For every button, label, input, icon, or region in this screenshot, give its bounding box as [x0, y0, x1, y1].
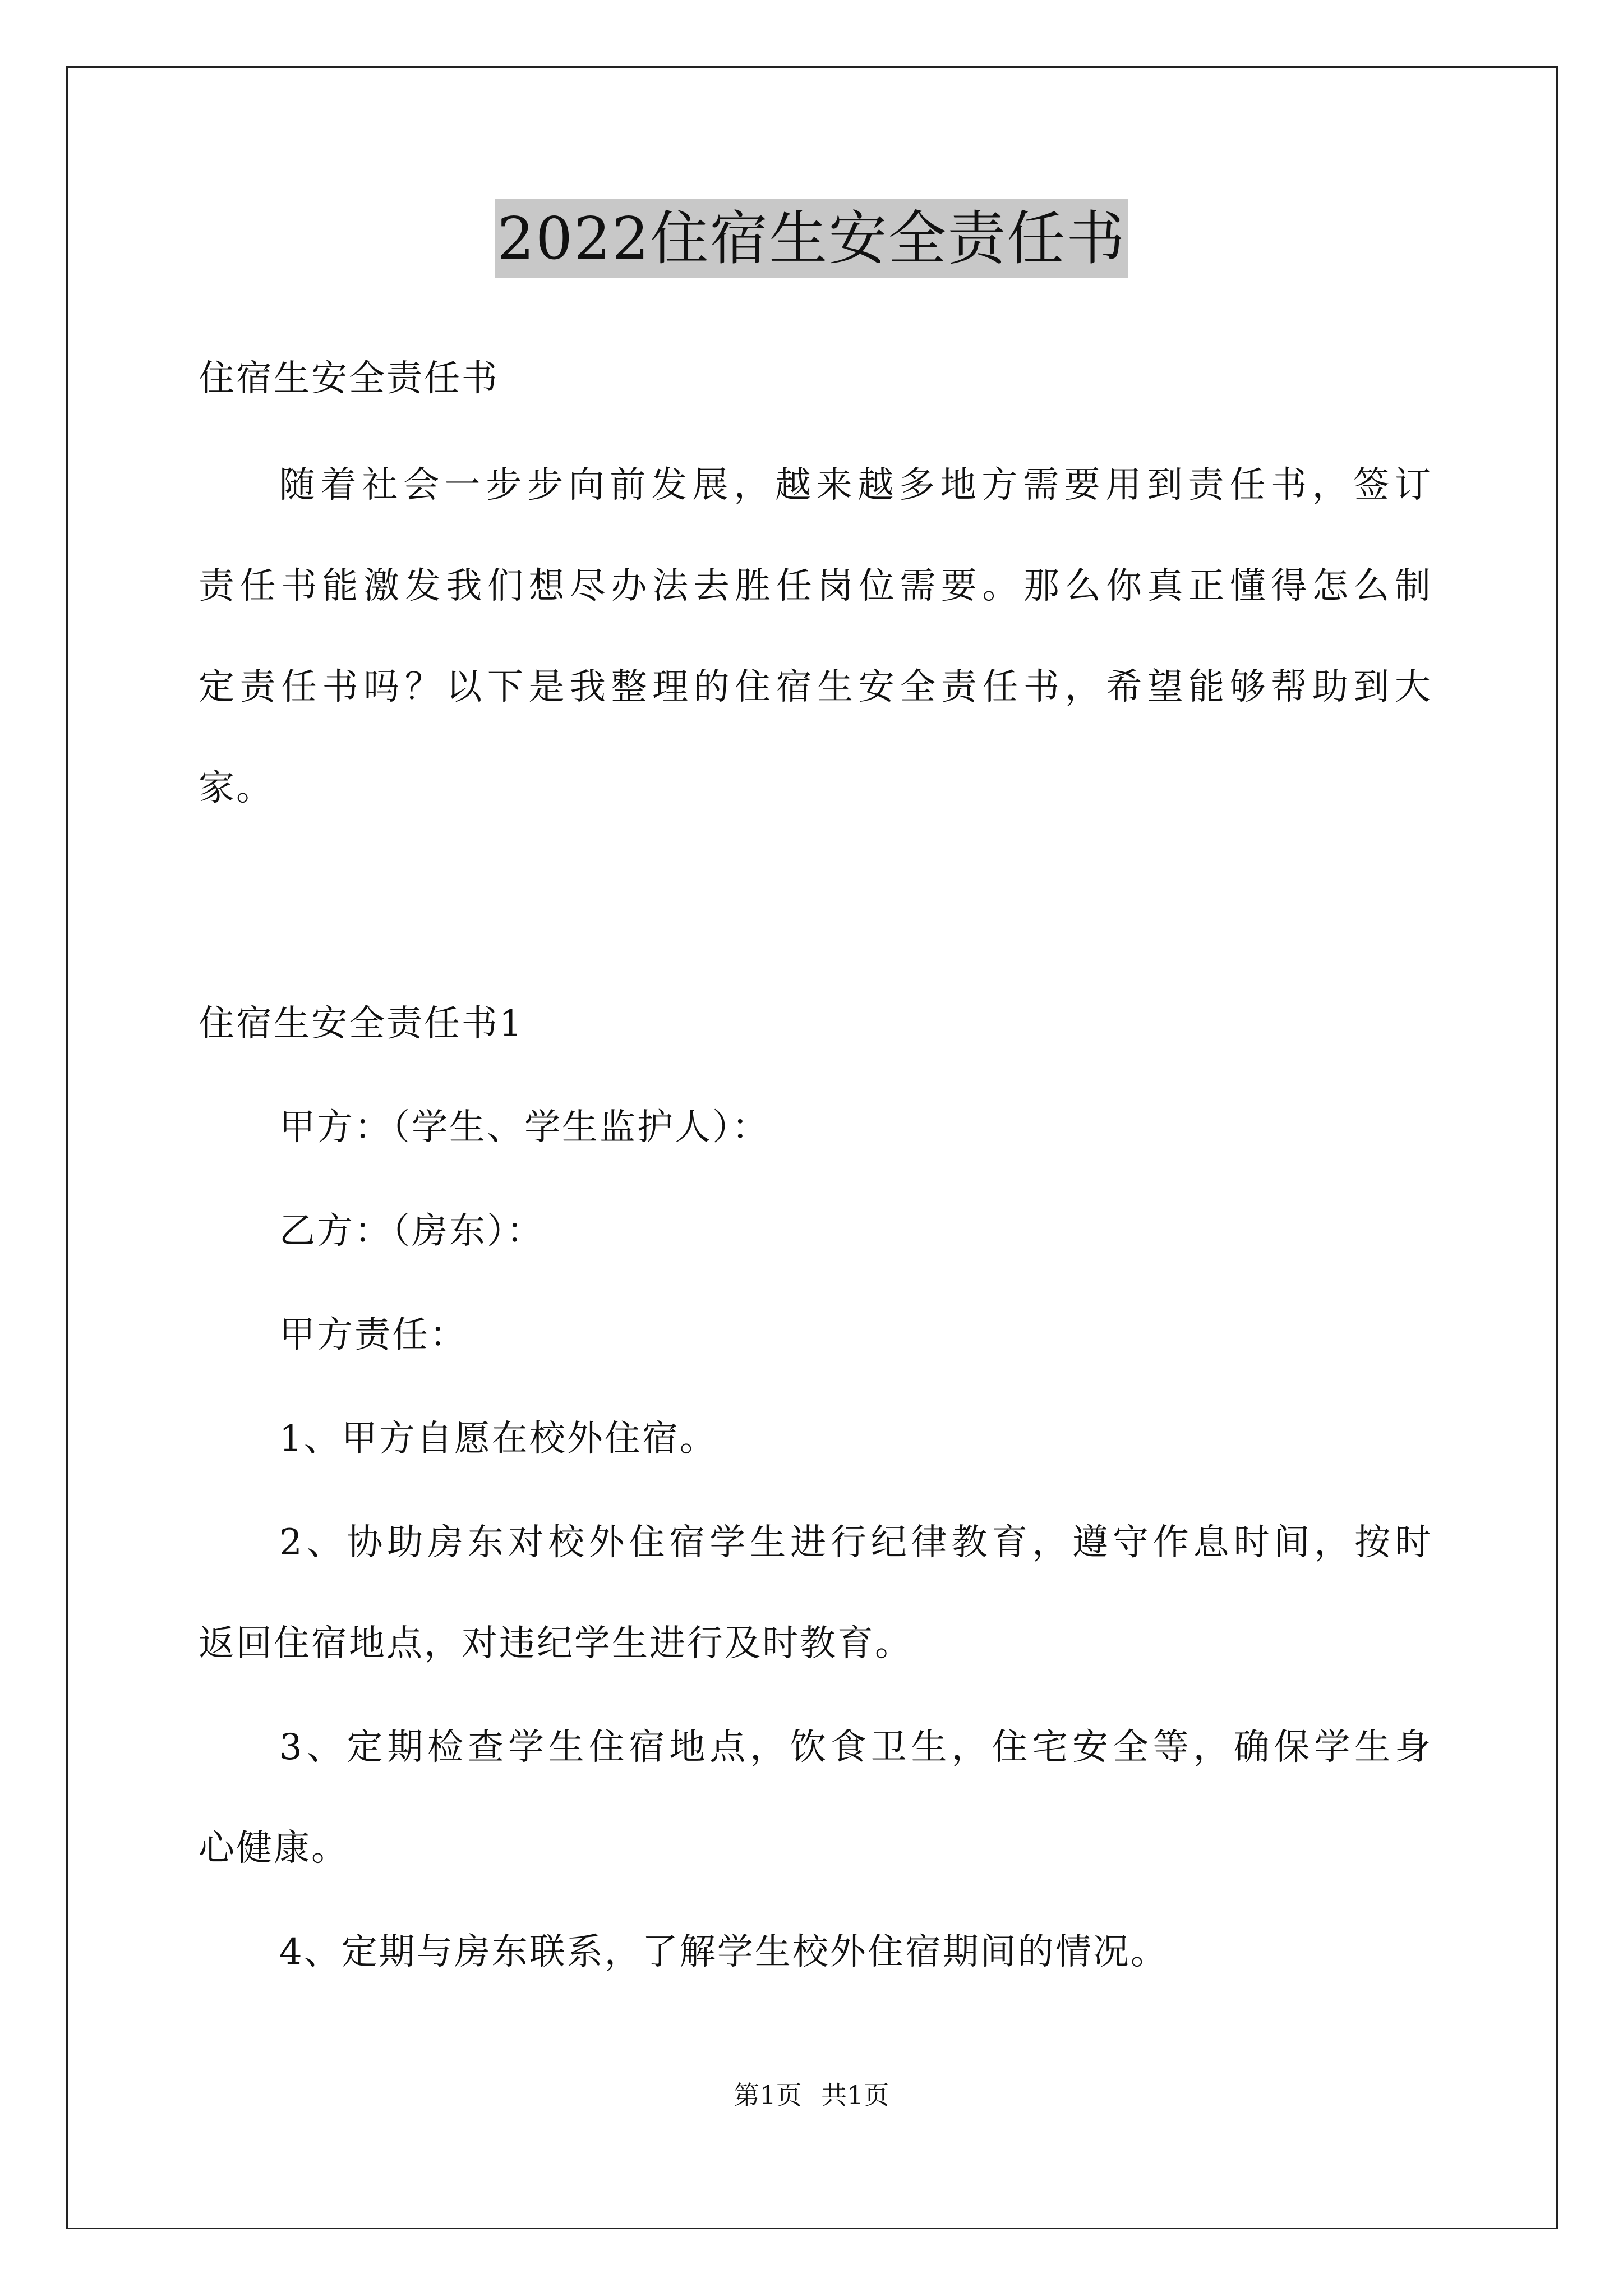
- list-item: 3、定期检查学生住宿地点，饮食卫生，住宅安全等，确保学生身: [279, 1727, 1432, 1768]
- document-title: 2022住宿生安全责任书: [495, 199, 1128, 278]
- page-number: 第1页 共1页: [734, 2080, 889, 2110]
- intro-line-3: 定责任书吗？以下是我整理的住宿生安全责任书，希望能够帮助到大: [199, 666, 1432, 708]
- intro-line-2: 责任书能激发我们想尽办法去胜任岗位需要。那么你真正懂得怎么制: [199, 565, 1432, 607]
- list-item-continuation: 返回住宿地点，对违纪学生进行及时教育。: [199, 1623, 912, 1664]
- title-container: [0, 199, 1623, 278]
- section-heading: 住宿生安全责任书1: [199, 1003, 524, 1045]
- intro-line-1: 随着社会一步步向前发展，越来越多地方需要用到责任书，签订: [279, 464, 1432, 506]
- party-a-line: 甲方：（学生、学生监护人）：: [279, 1107, 769, 1148]
- party-a-duties-heading: 甲方责任：: [279, 1314, 467, 1356]
- list-item: 2、协助房东对校外住宿学生进行纪律教育，遵守作息时间，按时: [279, 1522, 1432, 1563]
- document-subtitle: 住宿生安全责任书: [199, 358, 499, 399]
- list-item: 4、定期与房东联系，了解学生校外住宿期间的情况。: [279, 1931, 1168, 1973]
- intro-line-4: 家。: [199, 767, 274, 809]
- list-item: 1、甲方自愿在校外住宿。: [279, 1418, 717, 1460]
- list-item-continuation: 心健康。: [199, 1828, 349, 1869]
- party-b-line: 乙方：（房东）：: [279, 1211, 544, 1252]
